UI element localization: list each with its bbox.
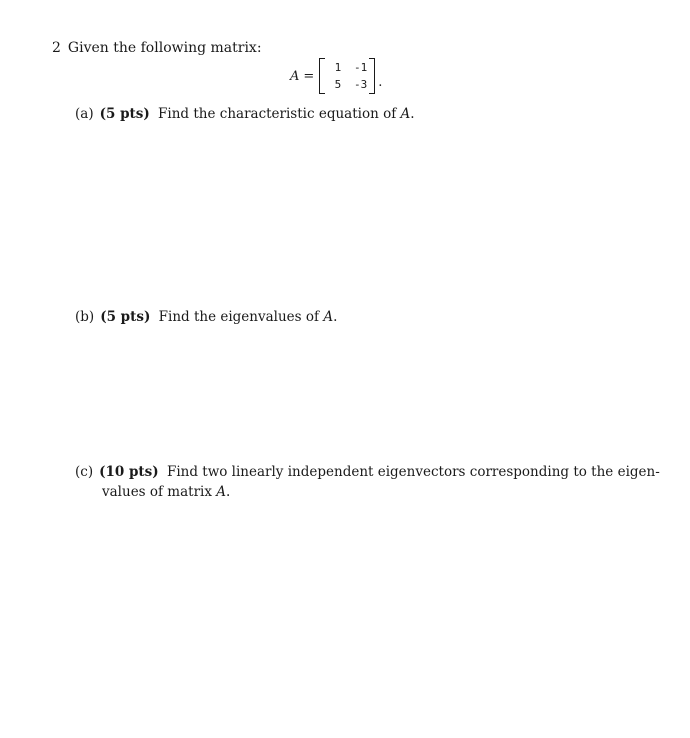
part-c-points: (10 pts)	[99, 464, 159, 480]
part-a-end: .	[410, 106, 415, 122]
problem-number: 2	[52, 40, 61, 56]
part-b-points: (5 pts)	[100, 309, 151, 325]
part-c-text-line2: values of matrix	[102, 484, 212, 500]
matrix-cell: 5	[334, 78, 342, 91]
part-a-var: A	[400, 106, 411, 122]
part-b	[75, 307, 337, 327]
matrix-cell: -3	[354, 78, 368, 91]
part-c-label: (c)	[75, 464, 94, 480]
matrix-cell: -1	[354, 61, 368, 74]
part-b-label: (b)	[75, 309, 95, 325]
matrix-equals: =	[303, 68, 315, 84]
problem-heading	[52, 40, 262, 56]
part-b-text: Find the eigenvalues of	[158, 309, 320, 325]
part-c-end: .	[226, 484, 231, 500]
right-bracket	[369, 58, 375, 94]
matrix-end-punct: .	[378, 75, 383, 90]
part-c-line2	[75, 482, 660, 502]
matrix-cell: 1	[334, 61, 342, 74]
part-a-label: (a)	[75, 106, 94, 122]
part-a-text: Find the characteristic equation of	[158, 106, 397, 122]
part-b-end: .	[333, 309, 338, 325]
problem-prompt: Given the following matrix:	[67, 40, 262, 56]
part-c	[75, 462, 660, 502]
part-b-var: A	[323, 309, 334, 325]
part-a-points: (5 pts)	[99, 106, 150, 122]
matrix-equation	[290, 56, 382, 96]
part-c-text-line1: Find two linearly independent eigenvectors corresponding to the eigen-	[166, 464, 660, 480]
part-a	[75, 104, 415, 124]
matrix-grid	[325, 59, 369, 93]
part-c-var: A	[216, 484, 227, 500]
matrix-name: A	[290, 68, 300, 84]
